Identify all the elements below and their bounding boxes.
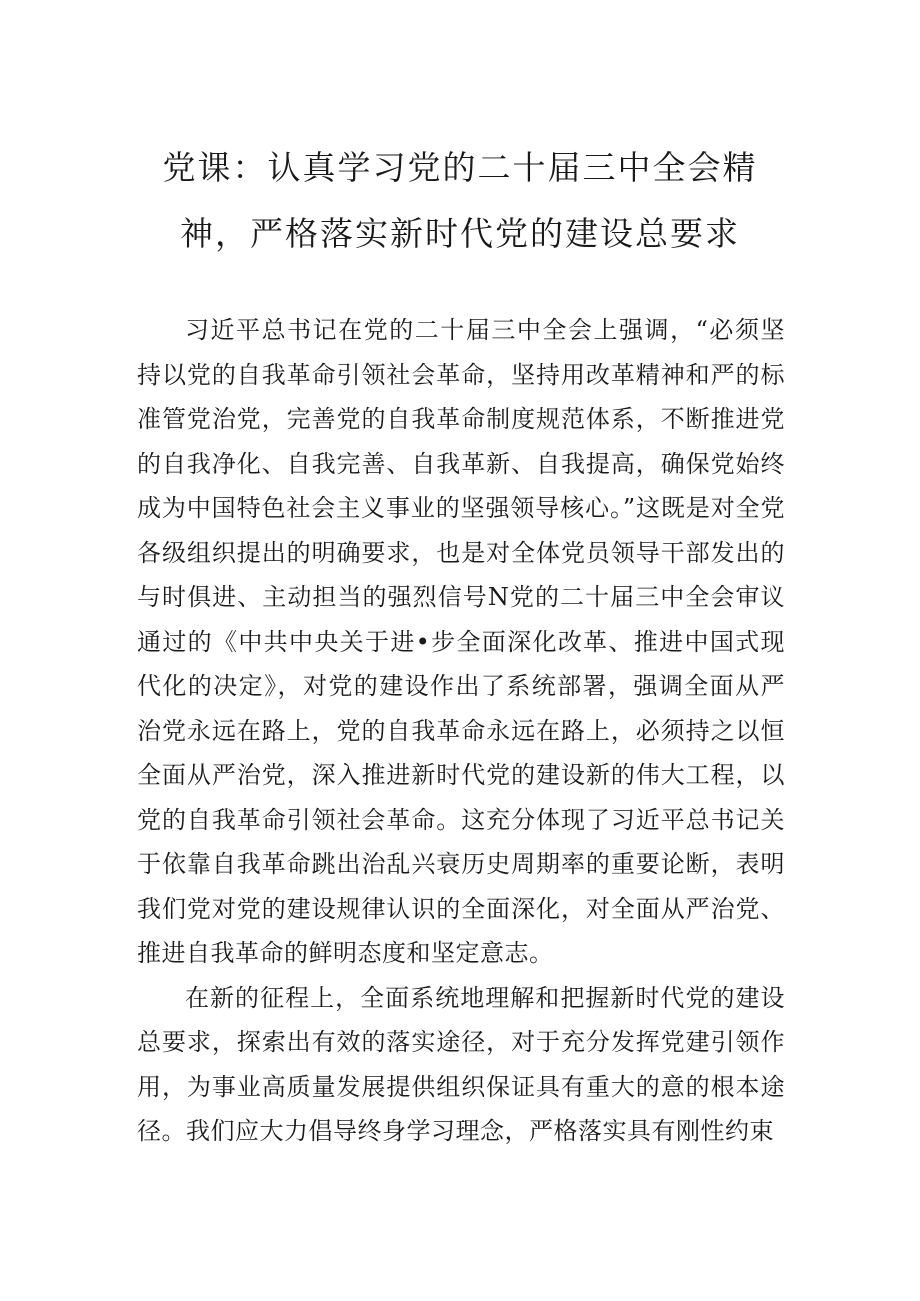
title-line-1: 党课：认真学习党的二十届三中全会精 — [162, 148, 758, 187]
document-title — [80, 135, 840, 267]
paragraph-1: 习近平总书记在党的二十届三中全会上强调，“必须坚持以党的自我革命引领社会革命，坚持用改革精神和严的标准管党治党，完善党的自我革命制度规范体系，不断推进党的自我净化、自我完善、自我革新、自我提高，确保党始终成为中国特色社会主义事业的坚强领导核心。”这既是对全党各级组织提出的明确要求，也是对全体党员领导干部发出的与时俱进、主动担当的强烈信号N党的二十届三中全会审议通过的《中共中央关于进•步全面深化改革、推进中国式现代化的决定》，对党的建设作出了系统部署，强调全面从严治党永远在路上，党的自我革命永远在路上，必须持之以恒全面从严治党，深入推进新时代党的建设新的伟大工程，以党的自我革命引领社会革命。这充分体现了习近平总书记关于依靠自我革命跳出治乱兴衰历史周期率的重要论断，表明我们党对党的建设规律认识的全面深化，对全面从严治党、推进自我革命的鲜明态度和坚定意志。 — [137, 316, 785, 967]
title-line-2: 神，严格落实新时代党的建设总要求 — [180, 214, 740, 253]
document-body — [137, 308, 785, 1154]
paragraph-2: 在新的征程上，全面系统地理解和把握新时代党的建设总要求，探索出有效的落实途径，对于充分发挥党建引领作用，为事业高质量发展提供组织保证具有重大的意的根本途径。我们应大力倡导终身学习理念，严格落实具有刚性约束 — [137, 983, 785, 1145]
